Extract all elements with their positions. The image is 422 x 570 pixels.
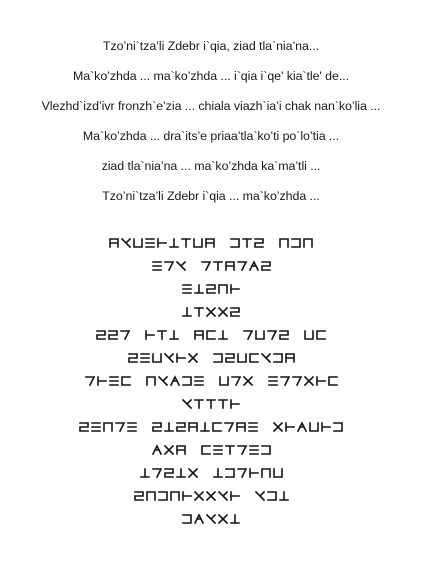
script-glyph: [293, 377, 301, 385]
script-glyph: [280, 331, 288, 339]
script-glyph: [159, 492, 167, 500]
script-line-4: [0, 306, 422, 329]
script-glyph: [194, 239, 202, 247]
script-glyph: [109, 331, 117, 339]
script-glyph: [329, 377, 337, 385]
script-glyph: [219, 331, 227, 339]
script-glyph: [286, 423, 294, 431]
script-glyph: [317, 331, 325, 339]
script-line-1: [0, 237, 422, 260]
script-line-graphic: [151, 260, 272, 273]
script-glyph: [134, 239, 142, 247]
script-glyph: [207, 285, 215, 293]
script-glyph: [238, 354, 246, 362]
script-glyph: [232, 377, 240, 385]
transliteration-line-1: Tzo’ni`tza’li Zdebr i`qia, ziad tla`nia’na...: [102, 39, 320, 53]
script-glyph: [183, 308, 191, 316]
script-glyph: [153, 262, 161, 270]
script-glyph: [141, 354, 149, 362]
script-glyph: [298, 423, 306, 431]
script-glyph: [147, 492, 155, 500]
script-line-8: [0, 398, 422, 421]
script-line-graphic: [84, 375, 339, 388]
script-line-graphic: [181, 513, 241, 526]
script-glyph: [171, 492, 179, 500]
script-glyph: [220, 377, 228, 385]
transliteration-line-4: Ma`ko’zhda ... dra`its’e priaa’tla`ko’ti po`lo’tia ...: [82, 129, 340, 143]
script-glyph: [225, 423, 233, 431]
script-glyph: [269, 377, 277, 385]
script-glyph: [165, 262, 173, 270]
script-glyph: [231, 515, 239, 523]
script-glyph: [214, 446, 222, 454]
script-line-9: [0, 421, 422, 444]
script-glyph: [256, 492, 264, 500]
script-glyph: [207, 331, 215, 339]
script-glyph: [147, 377, 155, 385]
script-glyph: [214, 262, 222, 270]
script-glyph: [334, 423, 342, 431]
script-glyph: [244, 377, 252, 385]
script-glyph: [249, 423, 257, 431]
script-glyph: [255, 239, 263, 247]
script-glyph: [158, 331, 166, 339]
script-glyph: [104, 423, 112, 431]
script-glyph: [238, 446, 246, 454]
script-glyph: [165, 469, 173, 477]
script-glyph: [202, 262, 210, 270]
script-glyph: [183, 492, 191, 500]
script-glyph: [207, 400, 215, 408]
script-glyph: [243, 239, 251, 247]
script-line-graphic: [78, 421, 344, 434]
script-glyph: [250, 469, 258, 477]
script-line-13: [0, 513, 422, 536]
script-glyph: [280, 492, 288, 500]
script-glyph: [189, 469, 197, 477]
script-glyph: [219, 515, 227, 523]
constructed-script-block: [0, 237, 422, 536]
script-glyph: [226, 469, 234, 477]
script-glyph: [226, 354, 234, 362]
script-glyph: [110, 377, 118, 385]
script-glyph: [153, 354, 161, 362]
script-glyph: [304, 239, 312, 247]
script-line-5: [0, 329, 422, 352]
script-glyph: [171, 377, 179, 385]
script-glyph: [122, 239, 130, 247]
script-glyph: [177, 469, 185, 477]
script-glyph: [226, 262, 234, 270]
script-glyph: [238, 469, 246, 477]
script-glyph: [286, 354, 294, 362]
script-glyph: [322, 423, 330, 431]
script-glyph: [207, 492, 215, 500]
script-line-graphic: [108, 237, 314, 250]
script-glyph: [262, 354, 270, 362]
script-glyph: [202, 446, 210, 454]
script-line-12: [0, 490, 422, 513]
script-glyph: [213, 423, 221, 431]
script-glyph: [280, 239, 288, 247]
script-glyph: [165, 354, 173, 362]
script-glyph: [207, 308, 215, 316]
script-glyph: [262, 262, 270, 270]
script-glyph: [129, 354, 137, 362]
script-glyph: [170, 331, 178, 339]
script-glyph: [141, 469, 149, 477]
script-glyph: [121, 331, 129, 339]
script-glyph: [214, 469, 222, 477]
script-line-graphic: [151, 444, 272, 457]
script-glyph: [268, 492, 276, 500]
script-glyph: [250, 262, 258, 270]
script-glyph: [183, 285, 191, 293]
script-line-7: [0, 375, 422, 398]
script-line-graphic: [139, 467, 284, 480]
script-glyph: [146, 331, 154, 339]
script-glyph: [177, 262, 185, 270]
script-glyph: [231, 308, 239, 316]
script-glyph: [92, 423, 100, 431]
script-glyph: [128, 423, 136, 431]
script-glyph: [195, 492, 203, 500]
script-line-graphic: [181, 398, 241, 411]
script-line-graphic: [181, 306, 241, 319]
script-glyph: [219, 285, 227, 293]
script-glyph: [153, 446, 161, 454]
transliteration-line-3: Vlezhd`izd’ivr fronzh`e’zia ... chiala viazh`ia’i chak nan`ko’lia ...: [41, 99, 381, 113]
script-glyph: [237, 423, 245, 431]
script-glyph: [153, 423, 161, 431]
script-glyph: [183, 400, 191, 408]
script-line-graphic: [127, 352, 296, 365]
script-glyph: [274, 423, 282, 431]
script-glyph: [170, 239, 178, 247]
script-glyph: [292, 239, 300, 247]
script-glyph: [274, 354, 282, 362]
script-glyph: [206, 239, 214, 247]
script-glyph: [268, 331, 276, 339]
script-glyph: [281, 377, 289, 385]
script-glyph: [183, 515, 191, 523]
script-glyph: [189, 354, 197, 362]
script-glyph: [177, 423, 185, 431]
script-glyph: [214, 354, 222, 362]
script-glyph: [165, 446, 173, 454]
script-glyph: [305, 331, 313, 339]
script-glyph: [195, 377, 203, 385]
script-glyph: [231, 239, 239, 247]
script-glyph: [317, 377, 325, 385]
script-glyph: [207, 515, 215, 523]
script-glyph: [182, 239, 190, 247]
script-glyph: [250, 354, 258, 362]
script-glyph: [80, 423, 88, 431]
script-glyph: [195, 331, 203, 339]
script-glyph: [256, 331, 264, 339]
script-glyph: [98, 377, 106, 385]
script-glyph: [159, 377, 167, 385]
transliteration-line-6: Tzo’ni`tza’li Zdebr i`qia ... ma`ko’zhda ...: [102, 189, 320, 203]
script-glyph: [158, 239, 166, 247]
script-glyph: [97, 331, 105, 339]
script-glyph: [146, 239, 154, 247]
script-line-6: [0, 352, 422, 375]
script-glyph: [195, 400, 203, 408]
script-glyph: [135, 492, 143, 500]
transliteration-line-5: ziad tla`nia’na ... ma`ko’zhda ka`ma’tli ...: [101, 159, 321, 173]
transliteration-line-2: Ma`ko’zhda ... ma`ko’zhda ... i`qia i`qe' kia`tle' de...: [72, 69, 349, 83]
script-glyph: [189, 423, 197, 431]
script-glyph: [153, 469, 161, 477]
script-glyph: [305, 377, 313, 385]
script-glyph: [219, 492, 227, 500]
script-line-10: [0, 444, 422, 467]
script-glyph: [219, 400, 227, 408]
script-line-11: [0, 467, 422, 490]
script-glyph: [183, 377, 191, 385]
script-glyph: [195, 308, 203, 316]
script-glyph: [177, 354, 185, 362]
script-glyph: [231, 400, 239, 408]
script-glyph: [262, 446, 270, 454]
script-line-graphic: [133, 490, 290, 503]
script-glyph: [201, 423, 209, 431]
script-glyph: [177, 446, 185, 454]
script-line-graphic: [95, 329, 327, 342]
script-glyph: [122, 377, 130, 385]
script-glyph: [195, 515, 203, 523]
script-glyph: [226, 446, 234, 454]
script-glyph: [238, 262, 246, 270]
script-glyph: [165, 423, 173, 431]
script-glyph: [231, 492, 239, 500]
script-line-3: [0, 283, 422, 306]
script-glyph: [110, 239, 118, 247]
script-glyph: [116, 423, 124, 431]
script-line-graphic: [181, 283, 241, 296]
transliteration-block: [0, 38, 422, 218]
script-glyph: [262, 469, 270, 477]
script-glyph: [231, 285, 239, 293]
script-glyph: [86, 377, 94, 385]
script-glyph: [310, 423, 318, 431]
script-glyph: [274, 469, 282, 477]
script-glyph: [219, 308, 227, 316]
script-glyph: [250, 446, 258, 454]
script-glyph: [195, 285, 203, 293]
script-line-2: [0, 260, 422, 283]
script-glyph: [244, 331, 252, 339]
